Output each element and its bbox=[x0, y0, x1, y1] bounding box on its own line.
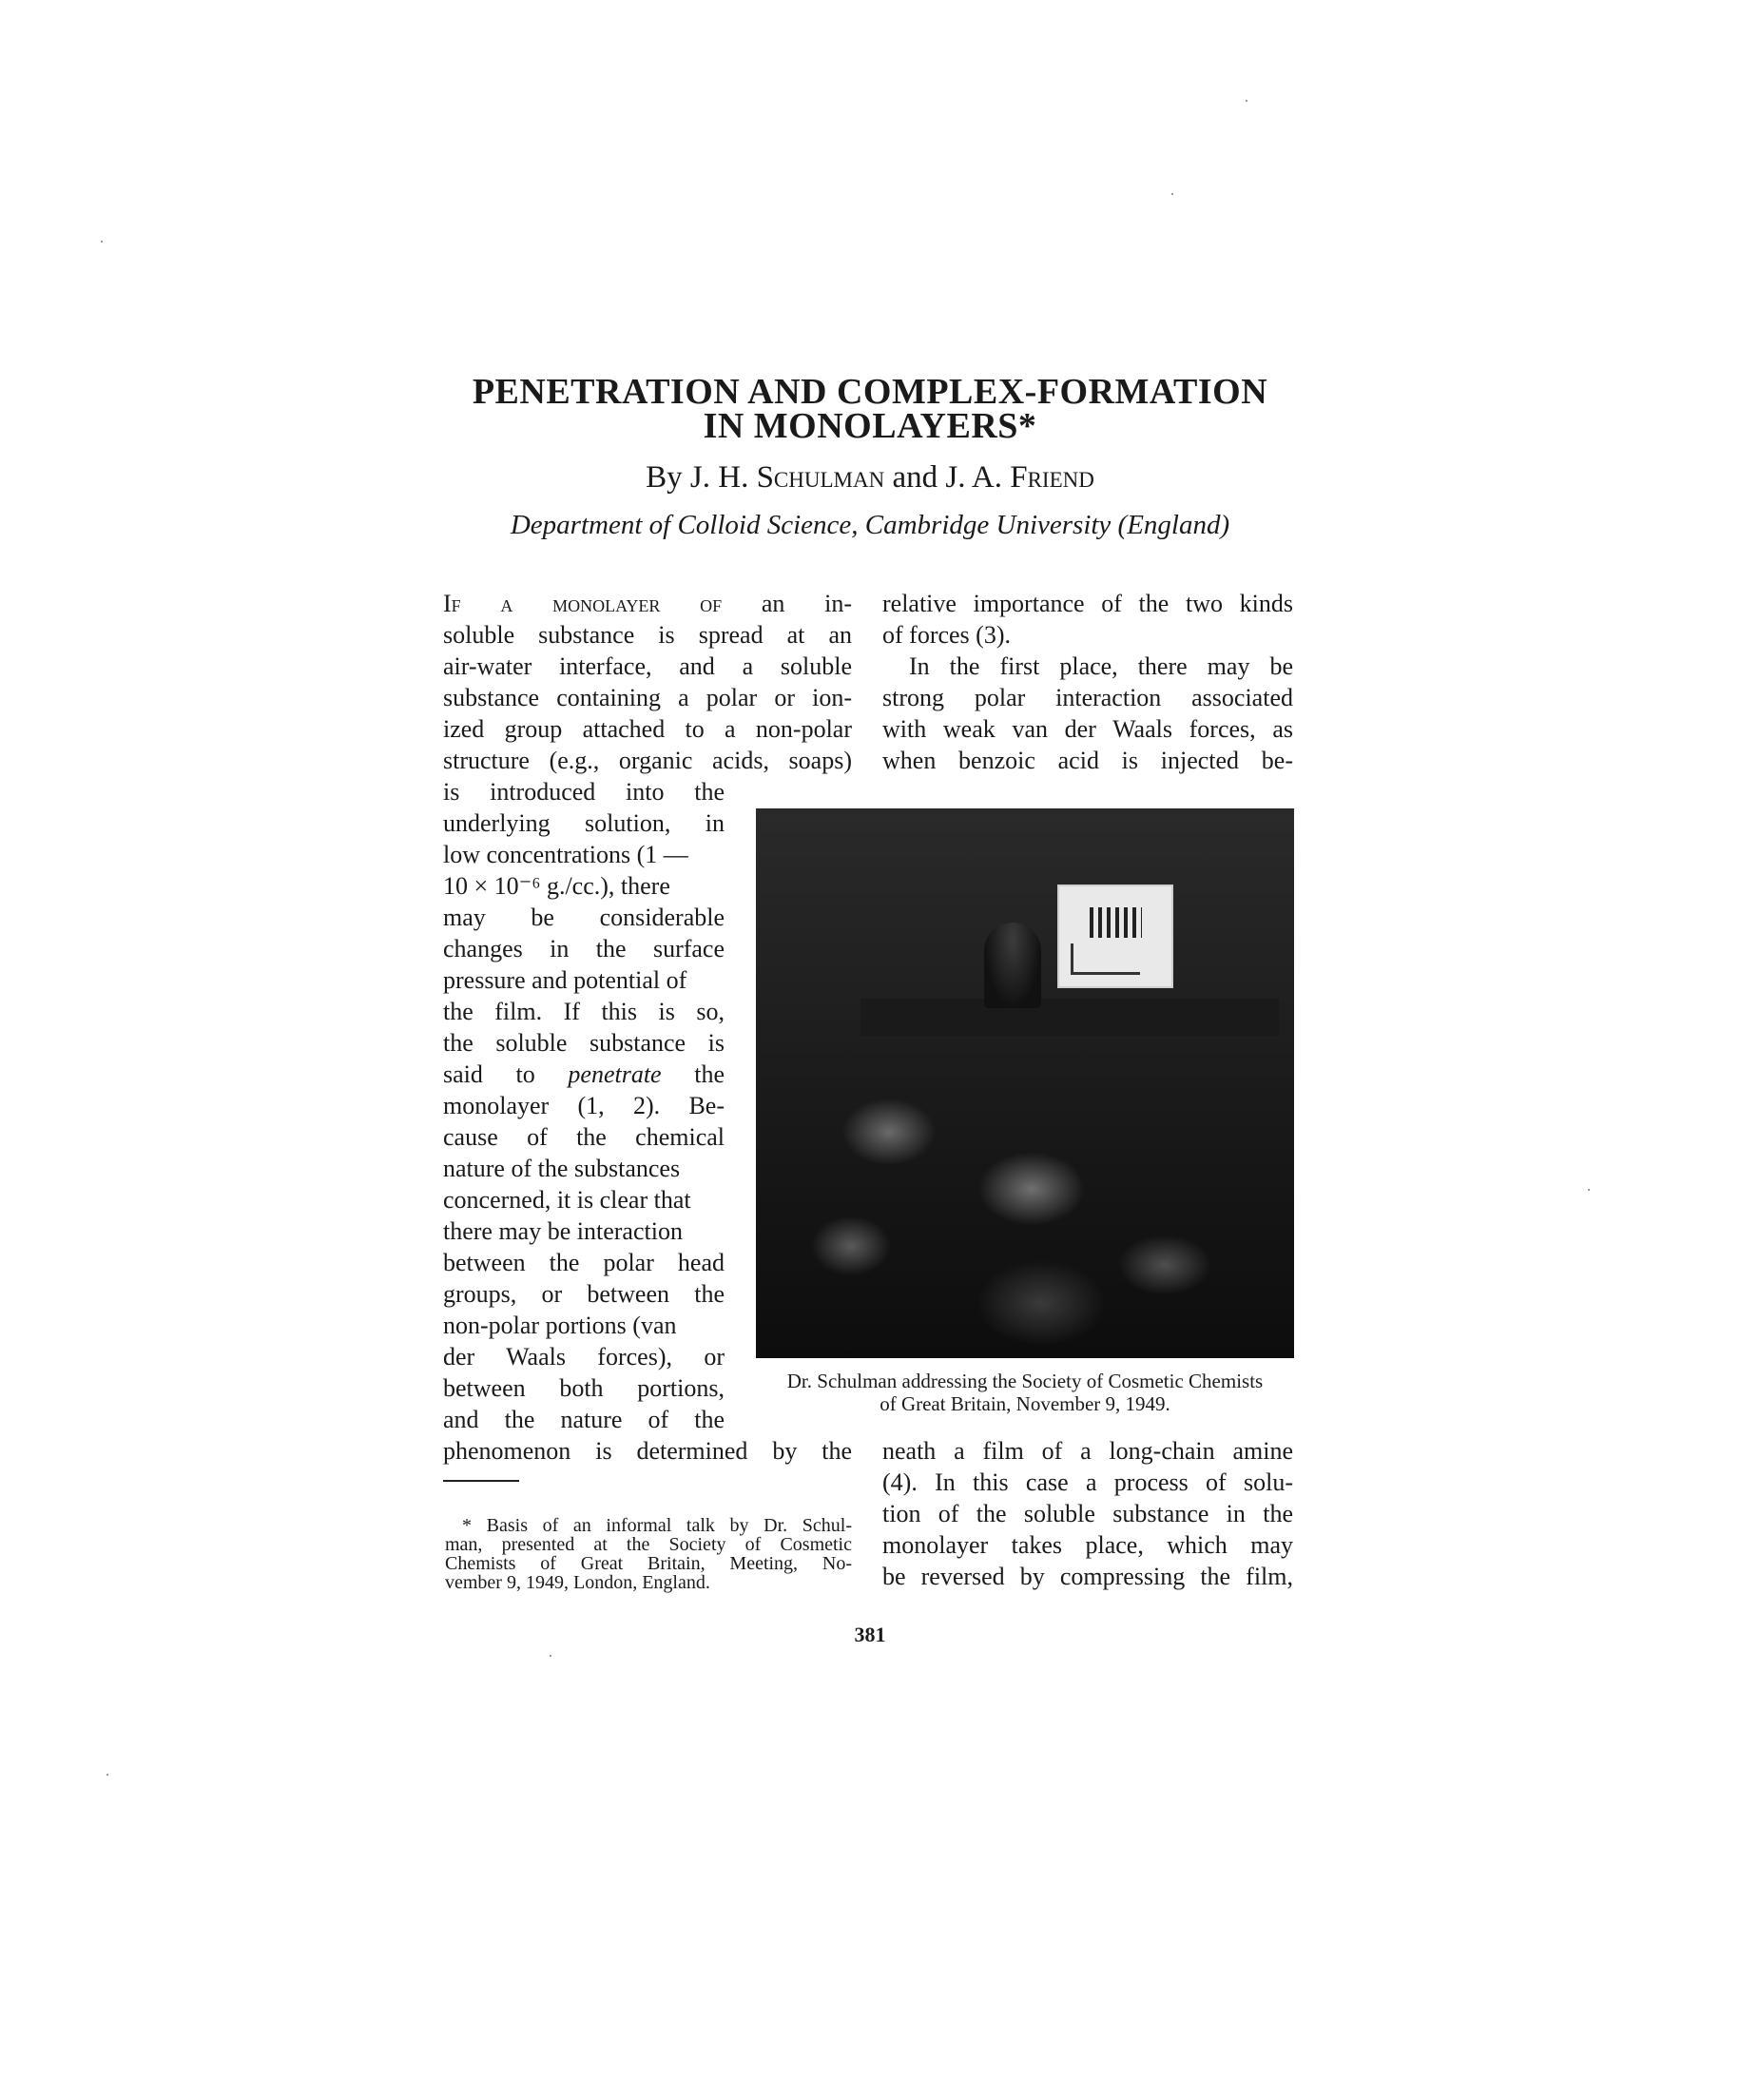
text-line: is introduced into the bbox=[443, 778, 725, 806]
article-title-line-2: IN MONOLAYERS* bbox=[703, 406, 1037, 446]
text-line: In the first place, there may be bbox=[909, 652, 1293, 680]
article-title-line-1: PENETRATION AND COMPLEX-FORMATION bbox=[472, 372, 1268, 412]
text-line: changes in the surface bbox=[443, 935, 725, 962]
footnote-line: man, presented at the Society of Cosmetic bbox=[445, 1534, 852, 1555]
scan-speck bbox=[101, 241, 103, 243]
text-line: concerned, it is clear that bbox=[443, 1186, 691, 1214]
author-line bbox=[0, 458, 1740, 496]
text-line: pressure and potential of bbox=[443, 966, 687, 994]
text-line: there may be interaction bbox=[443, 1217, 683, 1245]
text-line: monolayer (1, 2). Be- bbox=[443, 1092, 725, 1119]
caption-line-2: of Great Britain, November 9, 1949. bbox=[880, 1392, 1170, 1415]
left-column-narrow bbox=[443, 776, 725, 1435]
author-1: J. H. Schulman bbox=[689, 460, 885, 495]
footnote-line: * Basis of an informal talk by Dr. Schul- bbox=[462, 1515, 852, 1536]
text-line: cause of the chemical bbox=[443, 1123, 725, 1151]
scan-speck bbox=[1246, 100, 1247, 102]
right-column-top bbox=[882, 588, 1293, 776]
affiliation: Department of Colloid Science, Cambridge University (England) bbox=[510, 510, 1230, 540]
screen-bars bbox=[1090, 907, 1142, 938]
text-line: the film. If this is so, bbox=[443, 998, 725, 1025]
text-line: the soluble substance is bbox=[443, 1029, 725, 1057]
scan-speck bbox=[1588, 1189, 1590, 1191]
scan-speck bbox=[1171, 193, 1173, 195]
text-line: between the polar head bbox=[443, 1249, 725, 1276]
text-line: may be considerable bbox=[443, 904, 725, 931]
text-line: If a monolayer of an in- bbox=[443, 590, 852, 617]
footnote bbox=[445, 1516, 852, 1592]
text-line: relative importance of the two kinds bbox=[882, 590, 1293, 617]
text-line: air-water interface, and a soluble bbox=[443, 652, 852, 680]
figure-caption bbox=[756, 1370, 1294, 1415]
text-line: soluble substance is spread at an bbox=[443, 621, 852, 649]
text-line: non-polar portions (van bbox=[443, 1312, 677, 1339]
text-line: of forces (3). bbox=[882, 621, 1011, 649]
text-line: 10 × 10⁻⁶ g./cc.), there bbox=[443, 872, 670, 900]
text-line: structure (e.g., organic acids, soaps) bbox=[443, 747, 852, 774]
text-line: when benzoic acid is injected be- bbox=[882, 747, 1293, 774]
by-label: By bbox=[646, 460, 683, 495]
text-line: groups, or between the bbox=[443, 1280, 725, 1308]
text-line: low concentrations (1 — bbox=[443, 841, 688, 868]
footnote-rule bbox=[443, 1480, 519, 1482]
text-line: between both portions, bbox=[443, 1374, 725, 1402]
caption-line-1: Dr. Schulman addressing the Society of Cosmetic Chemists bbox=[786, 1370, 1264, 1392]
text-line: monolayer takes place, which may bbox=[882, 1531, 1293, 1559]
author-2: J. A. Friend bbox=[945, 460, 1094, 495]
italic-penetrate: penetrate bbox=[568, 1060, 662, 1088]
text-line: (4). In this case a process of solu- bbox=[882, 1468, 1293, 1496]
text-line: tion of the soluble substance in the bbox=[882, 1500, 1293, 1527]
speaker-figure bbox=[984, 923, 1041, 1008]
left-column-top bbox=[443, 588, 852, 776]
text-line: be reversed by compressing the film, bbox=[882, 1563, 1293, 1590]
left-column-last-line bbox=[443, 1435, 852, 1467]
scan-speck bbox=[106, 1774, 108, 1776]
text-line: said to penetrate the bbox=[443, 1060, 725, 1088]
text-line: ized group attached to a non-polar bbox=[443, 715, 852, 743]
right-column-bottom bbox=[882, 1435, 1293, 1592]
text-line: and the nature of the bbox=[443, 1406, 725, 1433]
screen-curve bbox=[1071, 943, 1140, 975]
text-line: substance containing a polar or ion- bbox=[443, 684, 852, 711]
text-line: nature of the substances bbox=[443, 1155, 681, 1182]
photograph bbox=[756, 808, 1294, 1358]
lead-smallcaps: If a monolayer of bbox=[443, 590, 723, 617]
text-line: strong polar interaction associated bbox=[882, 684, 1293, 711]
text-line: phenomenon is determined by the bbox=[443, 1437, 852, 1465]
text-line: with weak van der Waals forces, as bbox=[882, 715, 1293, 743]
projection-screen bbox=[1057, 885, 1173, 988]
text-line: der Waals forces), or bbox=[443, 1343, 725, 1371]
lecture-table bbox=[860, 999, 1279, 1037]
text-line: underlying solution, in bbox=[443, 809, 725, 837]
footnote-line: vember 9, 1949, London, England. bbox=[445, 1572, 710, 1593]
footnote-line: Chemists of Great Britain, Meeting, No- bbox=[445, 1553, 852, 1574]
scan-speck bbox=[550, 1655, 551, 1657]
and-label: and bbox=[892, 460, 938, 495]
text-line: neath a film of a long-chain amine bbox=[882, 1437, 1293, 1465]
page-number: 381 bbox=[854, 1623, 886, 1646]
